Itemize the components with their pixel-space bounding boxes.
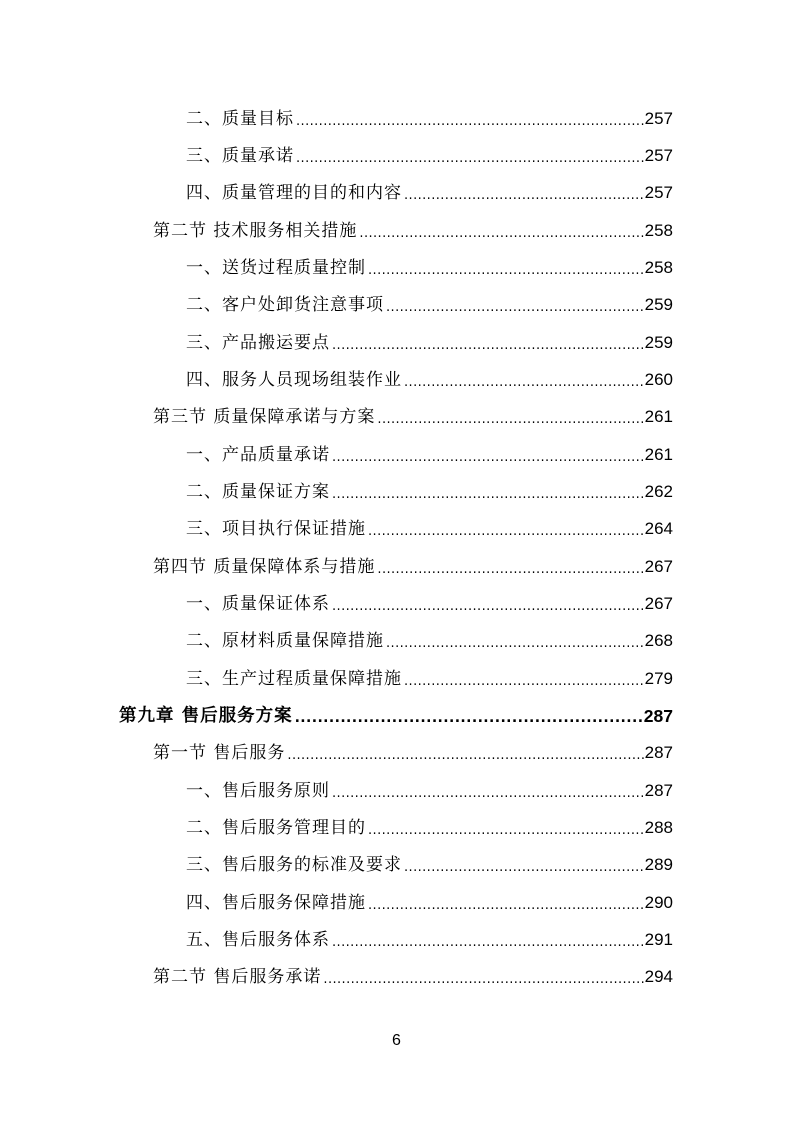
toc-leader-dots <box>404 850 644 880</box>
page-number: 6 <box>392 1032 401 1049</box>
toc-entry-page: 279 <box>644 669 673 688</box>
toc-entry[interactable] <box>186 888 673 918</box>
toc-entry-label: 二、售后服务管理目的 <box>186 818 366 838</box>
toc-entry-label: 三、产品搬运要点 <box>186 333 330 353</box>
toc-entry-page: 261 <box>644 407 673 426</box>
toc-entry-page: 261 <box>644 445 673 464</box>
toc-entry[interactable] <box>186 850 673 880</box>
toc-entry-page: 291 <box>644 930 673 949</box>
toc-entry[interactable] <box>186 253 673 283</box>
toc-entry-label: 第一节 售后服务 <box>153 743 286 763</box>
toc-leader-dots <box>332 925 644 955</box>
toc-entry-label: 一、质量保证体系 <box>186 594 330 614</box>
toc-leader-dots <box>404 664 644 694</box>
toc-leader-dots <box>332 328 644 358</box>
toc-leader-dots <box>377 552 643 582</box>
toc-entry-page: 264 <box>644 519 673 538</box>
toc-entry[interactable] <box>153 216 673 246</box>
toc-entry-label: 三、生产过程质量保障措施 <box>186 669 402 689</box>
toc-leader-dots <box>296 141 644 171</box>
toc-entry-page: 290 <box>644 893 673 912</box>
toc-entry-page: 257 <box>644 183 673 202</box>
toc-entry-label: 五、售后服务体系 <box>186 930 330 950</box>
toc-leader-dots <box>332 776 644 806</box>
toc-entry-label: 四、售后服务保障措施 <box>186 893 366 913</box>
toc-entry[interactable] <box>186 290 673 320</box>
toc-entry-page: 257 <box>644 109 673 128</box>
toc-entry-label: 三、质量承诺 <box>186 146 294 166</box>
toc-entry-page: 259 <box>644 333 673 352</box>
toc-entry-label: 四、服务人员现场组装作业 <box>186 370 402 390</box>
toc-entry[interactable] <box>186 440 673 470</box>
toc-entry-label: 一、送货过程质量控制 <box>186 258 366 278</box>
toc-leader-dots <box>332 477 644 507</box>
toc-entry-label: 第二节 技术服务相关措施 <box>153 221 358 241</box>
toc-entry[interactable] <box>153 402 673 432</box>
toc-leader-dots <box>386 290 644 320</box>
toc-entry-page: 262 <box>644 482 673 501</box>
toc-entry-label: 一、产品质量承诺 <box>186 445 330 465</box>
toc-entry[interactable] <box>153 962 673 992</box>
toc-entry-label: 四、质量管理的目的和内容 <box>186 183 402 203</box>
toc-entry-page: 294 <box>644 967 673 986</box>
toc-leader-dots <box>295 701 643 731</box>
toc-entry-label: 第三节 质量保障承诺与方案 <box>153 407 376 427</box>
toc-leader-dots <box>404 365 644 395</box>
toc-leader-dots <box>377 402 643 432</box>
toc-leader-dots <box>332 440 644 470</box>
toc-leader-dots <box>296 104 644 134</box>
toc-entry-label: 二、质量保证方案 <box>186 482 330 502</box>
toc-entry-page: 258 <box>644 258 673 277</box>
toc-leader-dots <box>368 253 644 283</box>
toc-entry-label: 第二节 售后服务承诺 <box>153 967 322 987</box>
toc-entry-page: 287 <box>644 781 673 800</box>
toc-entry[interactable] <box>186 365 673 395</box>
toc-leader-dots <box>332 589 644 619</box>
toc-entry[interactable] <box>153 738 673 768</box>
toc-entry[interactable] <box>186 477 673 507</box>
toc-entry-page: 268 <box>644 631 673 650</box>
toc-entry-label: 一、售后服务原则 <box>186 781 330 801</box>
toc-entry-label: 二、客户处卸货注意事项 <box>186 295 384 315</box>
toc-entry-page: 258 <box>644 221 673 240</box>
toc-entry[interactable] <box>186 664 673 694</box>
toc-entry-page: 267 <box>644 594 673 613</box>
toc-entry[interactable] <box>186 626 673 656</box>
toc-entry[interactable] <box>186 141 673 171</box>
toc-entry-label: 第九章 售后服务方案 <box>119 706 293 726</box>
toc-entry[interactable] <box>186 178 673 208</box>
toc-entry-label: 三、项目执行保证措施 <box>186 519 366 539</box>
toc-entry-page: 289 <box>644 855 673 874</box>
toc-entry-label: 三、售后服务的标准及要求 <box>186 855 402 875</box>
toc-leader-dots <box>323 962 643 992</box>
toc-entry-page: 288 <box>644 818 673 837</box>
toc-chapter-entry[interactable] <box>119 701 673 731</box>
toc-entry[interactable] <box>186 104 673 134</box>
toc-entry[interactable] <box>186 514 673 544</box>
toc-entry-label: 二、质量目标 <box>186 109 294 129</box>
toc-leader-dots <box>404 178 644 208</box>
toc-entry[interactable] <box>153 552 673 582</box>
toc-entry[interactable] <box>186 925 673 955</box>
toc-entry-page: 260 <box>644 370 673 389</box>
toc-entry[interactable] <box>186 776 673 806</box>
toc-leader-dots <box>287 738 643 768</box>
toc-entry[interactable] <box>186 589 673 619</box>
toc-entry-page: 267 <box>644 557 673 576</box>
toc-entry-page: 259 <box>644 295 673 314</box>
toc-entry-page: 287 <box>643 706 673 726</box>
toc-leader-dots <box>368 888 644 918</box>
toc-leader-dots <box>386 626 644 656</box>
toc-entry-page: 287 <box>644 743 673 762</box>
toc-entry[interactable] <box>186 328 673 358</box>
toc-leader-dots <box>359 216 643 246</box>
toc-entry[interactable] <box>186 813 673 843</box>
toc-entry-label: 二、原材料质量保障措施 <box>186 631 384 651</box>
toc-leader-dots <box>368 514 644 544</box>
toc-leader-dots <box>368 813 644 843</box>
toc-entry-label: 第四节 质量保障体系与措施 <box>153 557 376 577</box>
toc-entry-page: 257 <box>644 146 673 165</box>
